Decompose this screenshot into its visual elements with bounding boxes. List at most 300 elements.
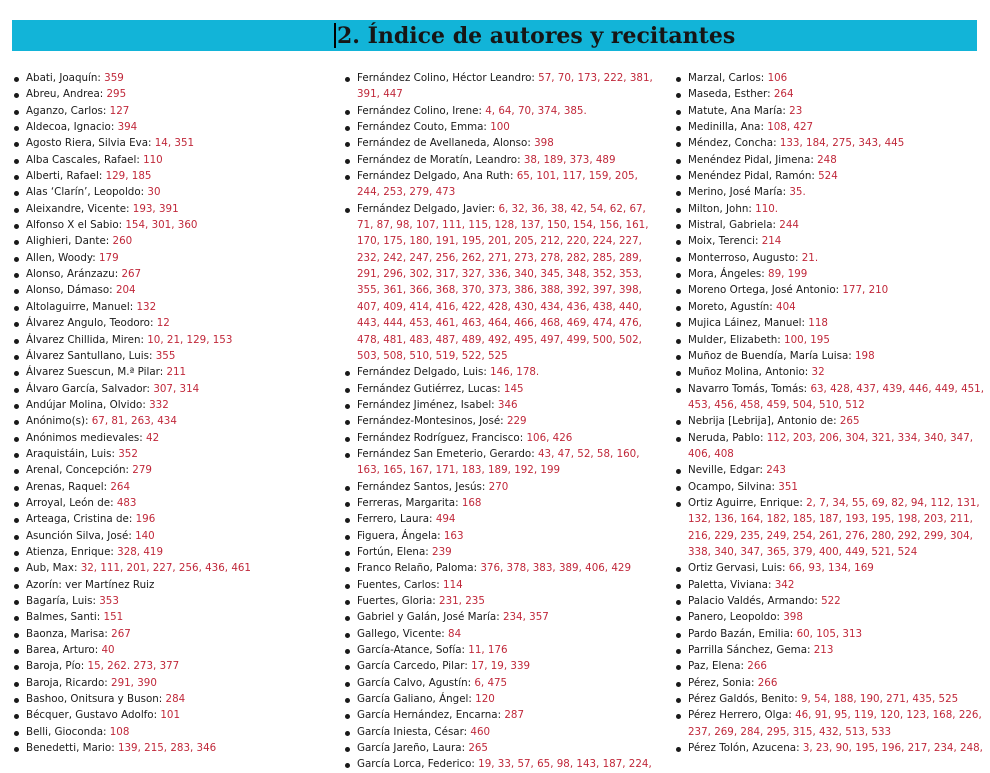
author-name: Paletta, Viviana:: [688, 578, 775, 591]
page-references[interactable]: 145: [503, 382, 524, 395]
author-name: Aleixandre, Vicente:: [26, 202, 133, 215]
author-name: Figuera, Ángela:: [357, 529, 444, 542]
page-references[interactable]: 398: [783, 611, 803, 624]
index-entry: [688, 315, 988, 331]
index-entry: [688, 495, 988, 560]
page-references[interactable]: 394: [117, 121, 138, 134]
author-name: Abati, Joaquín:: [26, 72, 105, 84]
index-entry: [688, 381, 988, 414]
page-references[interactable]: 2, 7, 34, 55, 69, 82, 94, 112, 131, 132, 136, 164, 182, 185, 187, 193, 195, 198, 203, 211, 216, 229, 235, 249, 254, 261, 276, 280, 292, 299, 304, 338, 340, 347, 365, 379, 400, 449, 521, 524: [688, 496, 980, 558]
author-name: Pérez Tolón, Azucena:: [688, 742, 803, 755]
index-entry: [357, 413, 657, 429]
page-references[interactable]: 168: [461, 496, 482, 509]
author-name: García Jareño, Laura:: [357, 742, 469, 755]
page-references[interactable]: 342: [774, 578, 795, 591]
author-name: Moreno Ortega, José Antonio:: [688, 284, 843, 297]
author-name: Pérez Galdós, Benito:: [688, 693, 801, 706]
page-references[interactable]: 154, 301, 360: [125, 219, 198, 232]
index-entry: [26, 626, 336, 642]
page-references[interactable]: 291, 390: [111, 676, 157, 689]
page-references[interactable]: 19, 33, 57, 65, 98, 143, 187, 224,: [478, 758, 652, 771]
index-entry: [26, 479, 336, 495]
index-entry: [688, 430, 988, 463]
author-name: Méndez, Concha:: [688, 137, 780, 150]
page-references[interactable]: 266: [757, 676, 778, 689]
index-entry: [26, 266, 336, 282]
page-references[interactable]: 12: [156, 317, 170, 330]
author-name: Atienza, Enrique:: [26, 545, 118, 558]
author-name: Alas ‘Clarín’, Leopoldo:: [26, 186, 148, 199]
author-name: Milton, John:: [688, 202, 756, 215]
author-name: Aganzo, Carlos:: [26, 104, 110, 117]
author-name: Baonza, Marisa:: [26, 627, 112, 640]
page-references[interactable]: 265: [468, 742, 488, 755]
author-name: Panero, Leopoldo:: [688, 611, 784, 624]
author-name: García Iniesta, César:: [357, 725, 471, 738]
author-name: Fernández Gutiérrez, Lucas:: [357, 382, 504, 395]
index-entry: [26, 446, 336, 462]
author-name: Aldecoa, Ignacio:: [26, 121, 118, 134]
index-entry: [26, 544, 336, 560]
author-name: Gallego, Vicente:: [357, 627, 449, 640]
author-name: Matute, Ana María:: [688, 104, 790, 117]
page-references[interactable]: 89, 199: [768, 268, 808, 281]
index-entry: [357, 658, 657, 674]
author-name: Bagaría, Luis:: [26, 595, 100, 607]
page-references[interactable]: 267: [111, 627, 131, 640]
section-title-bar: [12, 20, 977, 51]
page-references[interactable]: 264: [773, 88, 794, 101]
author-name: Fortún, Elena:: [357, 545, 433, 558]
index-column-2: [343, 70, 657, 773]
index-entry: [688, 691, 988, 707]
index-entry: [688, 609, 988, 625]
page-references[interactable]: 460: [470, 725, 491, 738]
author-name: Azorín: ver Martínez Ruiz: [26, 578, 155, 591]
page-references[interactable]: 3, 23, 90, 195, 196, 217, 234, 248,: [802, 742, 983, 755]
index-entry: [688, 135, 988, 151]
index-entry: [26, 315, 336, 331]
page-references[interactable]: 376, 378, 383, 389, 406, 429: [480, 562, 632, 575]
author-name: García Lorca, Federico:: [357, 758, 479, 771]
author-name: Maseda, Esther:: [688, 88, 774, 101]
author-name: Mulder, Elizabeth:: [688, 333, 785, 346]
author-name: Fernández Colino, Héctor Leandro:: [357, 72, 539, 84]
author-name: Ferrero, Laura:: [357, 513, 436, 526]
author-name: Alonso, Dámaso:: [26, 284, 116, 297]
index-entry: [688, 217, 988, 233]
page-references[interactable]: 352: [118, 447, 138, 460]
page-references[interactable]: 295: [106, 88, 127, 101]
author-name: Baroja, Ricardo:: [26, 676, 112, 689]
index-entry: [26, 511, 336, 527]
author-name: Belli, Gioconda:: [26, 725, 110, 738]
index-entry: [688, 707, 988, 740]
index-entry: [688, 658, 988, 674]
author-name: Arteaga, Cristina de:: [26, 513, 136, 526]
author-name: Fernández Delgado, Javier:: [357, 202, 499, 215]
page-references[interactable]: 38, 189, 373, 489: [523, 153, 616, 166]
page-references[interactable]: 287: [504, 709, 525, 722]
index-entry: [688, 462, 988, 478]
page-references[interactable]: 100: [490, 121, 510, 134]
index-entry: [26, 152, 336, 168]
page-references[interactable]: 108: [109, 725, 130, 738]
page-references[interactable]: 239: [432, 545, 452, 558]
page-references[interactable]: 112, 203, 206, 304, 321, 334, 340, 347, 406, 408: [688, 431, 974, 460]
index-entry: [688, 348, 988, 364]
index-entry: [357, 675, 657, 691]
page-references[interactable]: 351: [778, 480, 798, 493]
index-entry: [688, 479, 988, 495]
index-entry: [357, 544, 657, 560]
text-cursor: [334, 23, 336, 48]
index-entry: [688, 282, 988, 298]
index-entry: [357, 495, 657, 511]
index-entry: [688, 560, 988, 576]
index-entry: [26, 233, 336, 249]
index-entry: [26, 381, 336, 397]
author-name: Pérez, Sonia:: [688, 676, 758, 689]
page-references[interactable]: 179: [98, 251, 119, 264]
page-references[interactable]: 204: [115, 284, 136, 297]
page-references[interactable]: 177, 210: [842, 284, 889, 297]
author-name: Fernández de Avellaneda, Alonso:: [357, 137, 535, 150]
author-name: Nebrija [Lebrija], Antonio de:: [688, 415, 840, 428]
author-name: Ocampo, Silvina:: [688, 480, 779, 493]
author-name: Gabriel y Galán, José María:: [357, 611, 503, 624]
index-entry: [688, 119, 988, 135]
author-name: Mujica Láinez, Manuel:: [688, 317, 809, 330]
page-references[interactable]: 265: [839, 415, 860, 428]
author-name: Alba Cascales, Rafael:: [26, 153, 144, 166]
page-references[interactable]: 9, 54, 188, 190, 271, 435, 525: [800, 693, 959, 706]
author-name: García Hernández, Encarna:: [357, 709, 505, 722]
page-references[interactable]: 65, 101, 117, 159, 205, 244, 253, 279, 473: [357, 170, 638, 199]
page-references[interactable]: 63, 428, 437, 439, 446, 449, 451, 453, 456, 458, 459, 504, 510, 512: [688, 382, 985, 411]
author-name: Álvarez Suescun, M.ª Pilar:: [26, 366, 167, 379]
page-references[interactable]: 248: [817, 153, 837, 166]
page-references[interactable]: 332: [149, 398, 169, 411]
page-references[interactable]: 84: [448, 627, 462, 640]
index-entry: [26, 217, 336, 233]
page-references[interactable]: 234, 357: [502, 611, 549, 624]
page-references[interactable]: 140: [135, 529, 155, 542]
author-name: Pardo Bazán, Emilia:: [688, 627, 797, 640]
index-entry: [688, 250, 988, 266]
page-references[interactable]: 127: [109, 104, 130, 117]
page-references[interactable]: 524: [818, 170, 838, 183]
page-references[interactable]: 214: [761, 235, 782, 248]
index-entry: [26, 413, 336, 429]
author-name: Paz, Elena:: [688, 660, 748, 673]
page-references[interactable]: 46, 91, 95, 119, 120, 123, 168, 226, 237, 269, 284, 295, 315, 432, 513, 533: [688, 709, 982, 738]
index-entry: [357, 103, 657, 119]
index-entry: [26, 430, 336, 446]
author-name: Allen, Woody:: [26, 251, 99, 264]
index-entry: [26, 70, 336, 86]
index-entry: [688, 201, 988, 217]
index-entry: [26, 119, 336, 135]
author-name: Fernández Santos, Jesús:: [357, 480, 489, 493]
index-column-3: [674, 70, 988, 756]
author-name: Franco Relaño, Paloma:: [357, 562, 481, 575]
page-references[interactable]: 494: [435, 513, 456, 526]
index-entry: [26, 577, 336, 593]
author-name: Moix, Terenci:: [688, 235, 762, 248]
author-name: García Carcedo, Pilar:: [357, 660, 472, 673]
page-references[interactable]: 14, 351: [154, 137, 195, 150]
page-references[interactable]: 139, 215, 283, 346: [117, 742, 217, 755]
page-references[interactable]: 23: [789, 104, 803, 117]
author-name: Fernández-Montesinos, José:: [357, 415, 507, 428]
page-references[interactable]: 57, 70, 173, 222, 381, 391, 447: [357, 72, 653, 101]
author-name: Fernández Delgado, Luis:: [357, 366, 491, 379]
page-references[interactable]: 244: [779, 219, 799, 232]
author-name: García Calvo, Agustín:: [357, 676, 475, 689]
index-entry: [26, 135, 336, 151]
index-entry: [26, 593, 336, 609]
index-entry: [357, 430, 657, 446]
index-entry: [26, 348, 336, 364]
page-references[interactable]: 359: [104, 72, 124, 84]
index-entry: [26, 609, 336, 625]
author-name: Mora, Ángeles:: [688, 268, 769, 281]
page-references[interactable]: 40: [101, 644, 115, 657]
author-name: Ortiz Gervasi, Luis:: [688, 562, 789, 575]
page-references[interactable]: 110: [143, 153, 163, 166]
page-references[interactable]: 11, 176: [468, 644, 508, 657]
author-name: Menéndez Pidal, Jimena:: [688, 153, 818, 166]
index-entry: [26, 332, 336, 348]
index-entry: [357, 135, 657, 151]
index-entry: [26, 282, 336, 298]
author-name: Alonso, Aránzazu:: [26, 268, 122, 281]
author-name: Bécquer, Gustavo Adolfo:: [26, 709, 161, 722]
index-entry: [688, 675, 988, 691]
index-entry: [688, 364, 988, 380]
page-references[interactable]: 17, 19, 339: [471, 660, 531, 673]
page-references[interactable]: 114: [443, 578, 463, 591]
page-references[interactable]: 279: [132, 464, 152, 477]
author-name: Monterroso, Augusto:: [688, 251, 802, 264]
page-references[interactable]: 151: [103, 611, 124, 624]
page-references[interactable]: 213: [813, 644, 834, 657]
page-references[interactable]: 211: [166, 366, 187, 379]
page-references[interactable]: 355: [155, 349, 176, 362]
author-name: Araquistáin, Luis:: [26, 447, 119, 460]
index-entry: [357, 119, 657, 135]
page-references[interactable]: 353: [99, 595, 119, 607]
index-entry: [357, 577, 657, 593]
index-entry: [688, 70, 988, 86]
page-references[interactable]: 118: [808, 317, 828, 330]
author-name: García-Atance, Sofía:: [357, 644, 469, 657]
author-name: Navarro Tomás, Tomás:: [688, 382, 811, 395]
index-entry: [357, 609, 657, 625]
index-entry: [357, 381, 657, 397]
page-references[interactable]: 43, 47, 52, 58, 160, 163, 165, 167, 171, 183, 189, 192, 199: [357, 447, 640, 477]
page-references[interactable]: 120: [475, 693, 495, 706]
page-references[interactable]: 110.: [755, 202, 779, 215]
author-name: Álvaro García, Salvador:: [26, 382, 154, 395]
author-name: Andújar Molina, Olvido:: [26, 398, 150, 411]
index-entry: [26, 168, 336, 184]
author-name: Arenal, Concepción:: [26, 464, 133, 477]
author-name: Fernández Couto, Emma:: [357, 121, 491, 134]
page-references[interactable]: 106, 426: [526, 431, 573, 444]
page-references[interactable]: 231, 235: [439, 595, 485, 607]
page-references[interactable]: 42: [146, 431, 160, 444]
page-references[interactable]: 66, 93, 134, 169: [788, 562, 874, 575]
author-name: Marzal, Carlos:: [688, 72, 768, 84]
author-name: Fernández de Moratín, Leandro:: [357, 153, 524, 166]
author-name: Fernández Colino, Irene:: [357, 104, 486, 117]
index-entry: [357, 626, 657, 642]
page-references[interactable]: 32: [811, 366, 825, 379]
index-entry: [688, 233, 988, 249]
author-name: Ferreras, Margarita:: [357, 496, 462, 509]
index-entry: [688, 168, 988, 184]
index-entry: [357, 201, 657, 364]
author-name: Fernández Delgado, Ana Ruth:: [357, 170, 517, 183]
page-references[interactable]: 198: [855, 349, 875, 362]
index-entry: [357, 152, 657, 168]
index-entry: [688, 740, 988, 756]
index-entry: [26, 740, 336, 756]
page-references[interactable]: 229: [506, 415, 527, 428]
index-entry: [26, 691, 336, 707]
page-references[interactable]: 243: [766, 464, 786, 477]
author-name: Ortiz Aguirre, Enrique:: [688, 496, 807, 509]
author-name: García Galiano, Ángel:: [357, 693, 476, 706]
index-entry: [26, 724, 336, 740]
author-name: Mistral, Gabriela:: [688, 219, 780, 232]
index-entry: [26, 299, 336, 315]
index-entry: [357, 168, 657, 201]
index-entry: [26, 103, 336, 119]
author-name: Arroyal, León de:: [26, 496, 117, 509]
page-references[interactable]: 264: [110, 480, 131, 493]
page-references[interactable]: 32, 111, 201, 227, 256, 436, 461: [80, 562, 251, 575]
page-references[interactable]: 483: [116, 496, 137, 509]
page-references[interactable]: 108, 427: [767, 121, 814, 134]
page-references[interactable]: 67, 81, 263, 434: [91, 415, 177, 428]
index-entry: [357, 70, 657, 103]
index-entry: [26, 250, 336, 266]
page-references[interactable]: 163: [443, 529, 464, 542]
index-entry: [688, 593, 988, 609]
index-entry: [357, 740, 657, 756]
page-references[interactable]: 132: [136, 300, 157, 313]
index-entry: [357, 707, 657, 723]
author-name: Arenas, Raquel:: [26, 480, 111, 493]
author-name: Neville, Edgar:: [688, 464, 767, 477]
index-entry: [26, 86, 336, 102]
author-name: Barea, Arturo:: [26, 644, 102, 657]
author-name: Altolaguirre, Manuel:: [26, 300, 137, 313]
page-references[interactable]: 15, 262. 273, 377: [87, 660, 180, 673]
page-references[interactable]: 133, 184, 275, 343, 445: [779, 137, 905, 150]
page-references[interactable]: 404: [776, 300, 796, 313]
page-references[interactable]: 266: [747, 660, 767, 673]
page-references[interactable]: 21.: [801, 251, 819, 264]
index-entry: [688, 299, 988, 315]
author-name: Agosto Riera, Silvia Eva:: [26, 137, 155, 150]
index-entry: [26, 364, 336, 380]
page-references[interactable]: 60, 105, 313: [796, 627, 863, 640]
index-entry: [688, 152, 988, 168]
page-references[interactable]: 284: [165, 693, 186, 706]
index-entry: [26, 658, 336, 674]
author-name: Abreu, Andrea:: [26, 88, 107, 101]
author-name: Álvarez Angulo, Teodoro:: [26, 317, 157, 330]
page-references[interactable]: 522: [821, 595, 841, 607]
page-references[interactable]: 35.: [789, 186, 806, 199]
page-references[interactable]: 6, 32, 36, 38, 42, 54, 62, 67, 71, 87, 98, 107, 111, 115, 128, 137, 150, 154, 156, 161, 170, 175, 180, 191, 195, 201, 205, 212, 220, 224, 227, 232, 242, 247, 256, 262, 271, 273, 278, 282, 285, 289, 291, 296, 302, 317, 327, 336, 340, 345, 348, 352, 353, 355, 361, 366, 368, 370, 373, 386, 388, 392, 397, 398, 407, 409, 414, 416, 422, 428, 430, 434, 436, 438, 440, 443, 444, 453, 461, 463, 464, 466, 468, 469, 474, 476, 478, 481, 483, 487, 489, 492, 495, 497, 499, 500, 502, 503, 508, 510, 519, 522, 525: [357, 202, 649, 362]
index-entry: [26, 560, 336, 576]
author-name: Neruda, Pablo:: [688, 431, 767, 444]
page-references[interactable]: 4, 64, 70, 374, 385.: [485, 104, 587, 117]
page-references[interactable]: 398: [534, 137, 554, 150]
author-name: Muñoz de Buendía, María Luisa:: [688, 349, 855, 362]
page-references[interactable]: 30: [147, 186, 161, 199]
index-entry: [688, 577, 988, 593]
author-name: Alberti, Rafael:: [26, 170, 106, 183]
page-references[interactable]: 267: [121, 268, 142, 281]
index-entry: [26, 528, 336, 544]
index-entry: [26, 642, 336, 658]
page-references[interactable]: 129, 185: [105, 170, 152, 183]
author-name: Asunción Silva, José:: [26, 529, 136, 542]
index-entry: [357, 724, 657, 740]
index-entry: [26, 184, 336, 200]
page-references[interactable]: 196: [135, 513, 156, 526]
page-references[interactable]: 101: [160, 709, 181, 722]
author-name: Balmes, Santi:: [26, 611, 104, 624]
author-name: Aub, Max:: [26, 562, 81, 575]
page-references[interactable]: 328, 419: [117, 545, 164, 558]
index-entry: [357, 528, 657, 544]
page-references[interactable]: 270: [488, 480, 509, 493]
author-name: Pérez Herrero, Olga:: [688, 709, 796, 722]
index-entry: [688, 642, 988, 658]
index-entry: [688, 332, 988, 348]
page-references[interactable]: 346: [497, 398, 518, 411]
page-references[interactable]: 307, 314: [153, 382, 200, 395]
index-entry: [357, 479, 657, 495]
page-references[interactable]: 10, 21, 129, 153: [147, 333, 233, 346]
index-entry: [688, 103, 988, 119]
page-references[interactable]: 260: [112, 235, 133, 248]
author-name: Bashoo, Onitsura y Buson:: [26, 693, 166, 706]
author-name: Fuentes, Carlos:: [357, 578, 444, 591]
page-references[interactable]: 193, 391: [132, 202, 179, 215]
page-references[interactable]: 6, 475: [474, 676, 508, 689]
index-entry: [26, 462, 336, 478]
index-entry: [688, 626, 988, 642]
index-entry: [26, 495, 336, 511]
author-name: Fernández Rodríguez, Francisco:: [357, 431, 527, 444]
index-entry: [26, 397, 336, 413]
page-references[interactable]: 146, 178.: [490, 366, 540, 379]
page-references[interactable]: 106: [767, 72, 788, 84]
index-entry: [357, 691, 657, 707]
index-entry: [357, 560, 657, 576]
page-references[interactable]: 100, 195: [784, 333, 830, 346]
author-name: Parrilla Sánchez, Gema:: [688, 644, 814, 657]
author-name: Menéndez Pidal, Ramón:: [688, 170, 819, 183]
